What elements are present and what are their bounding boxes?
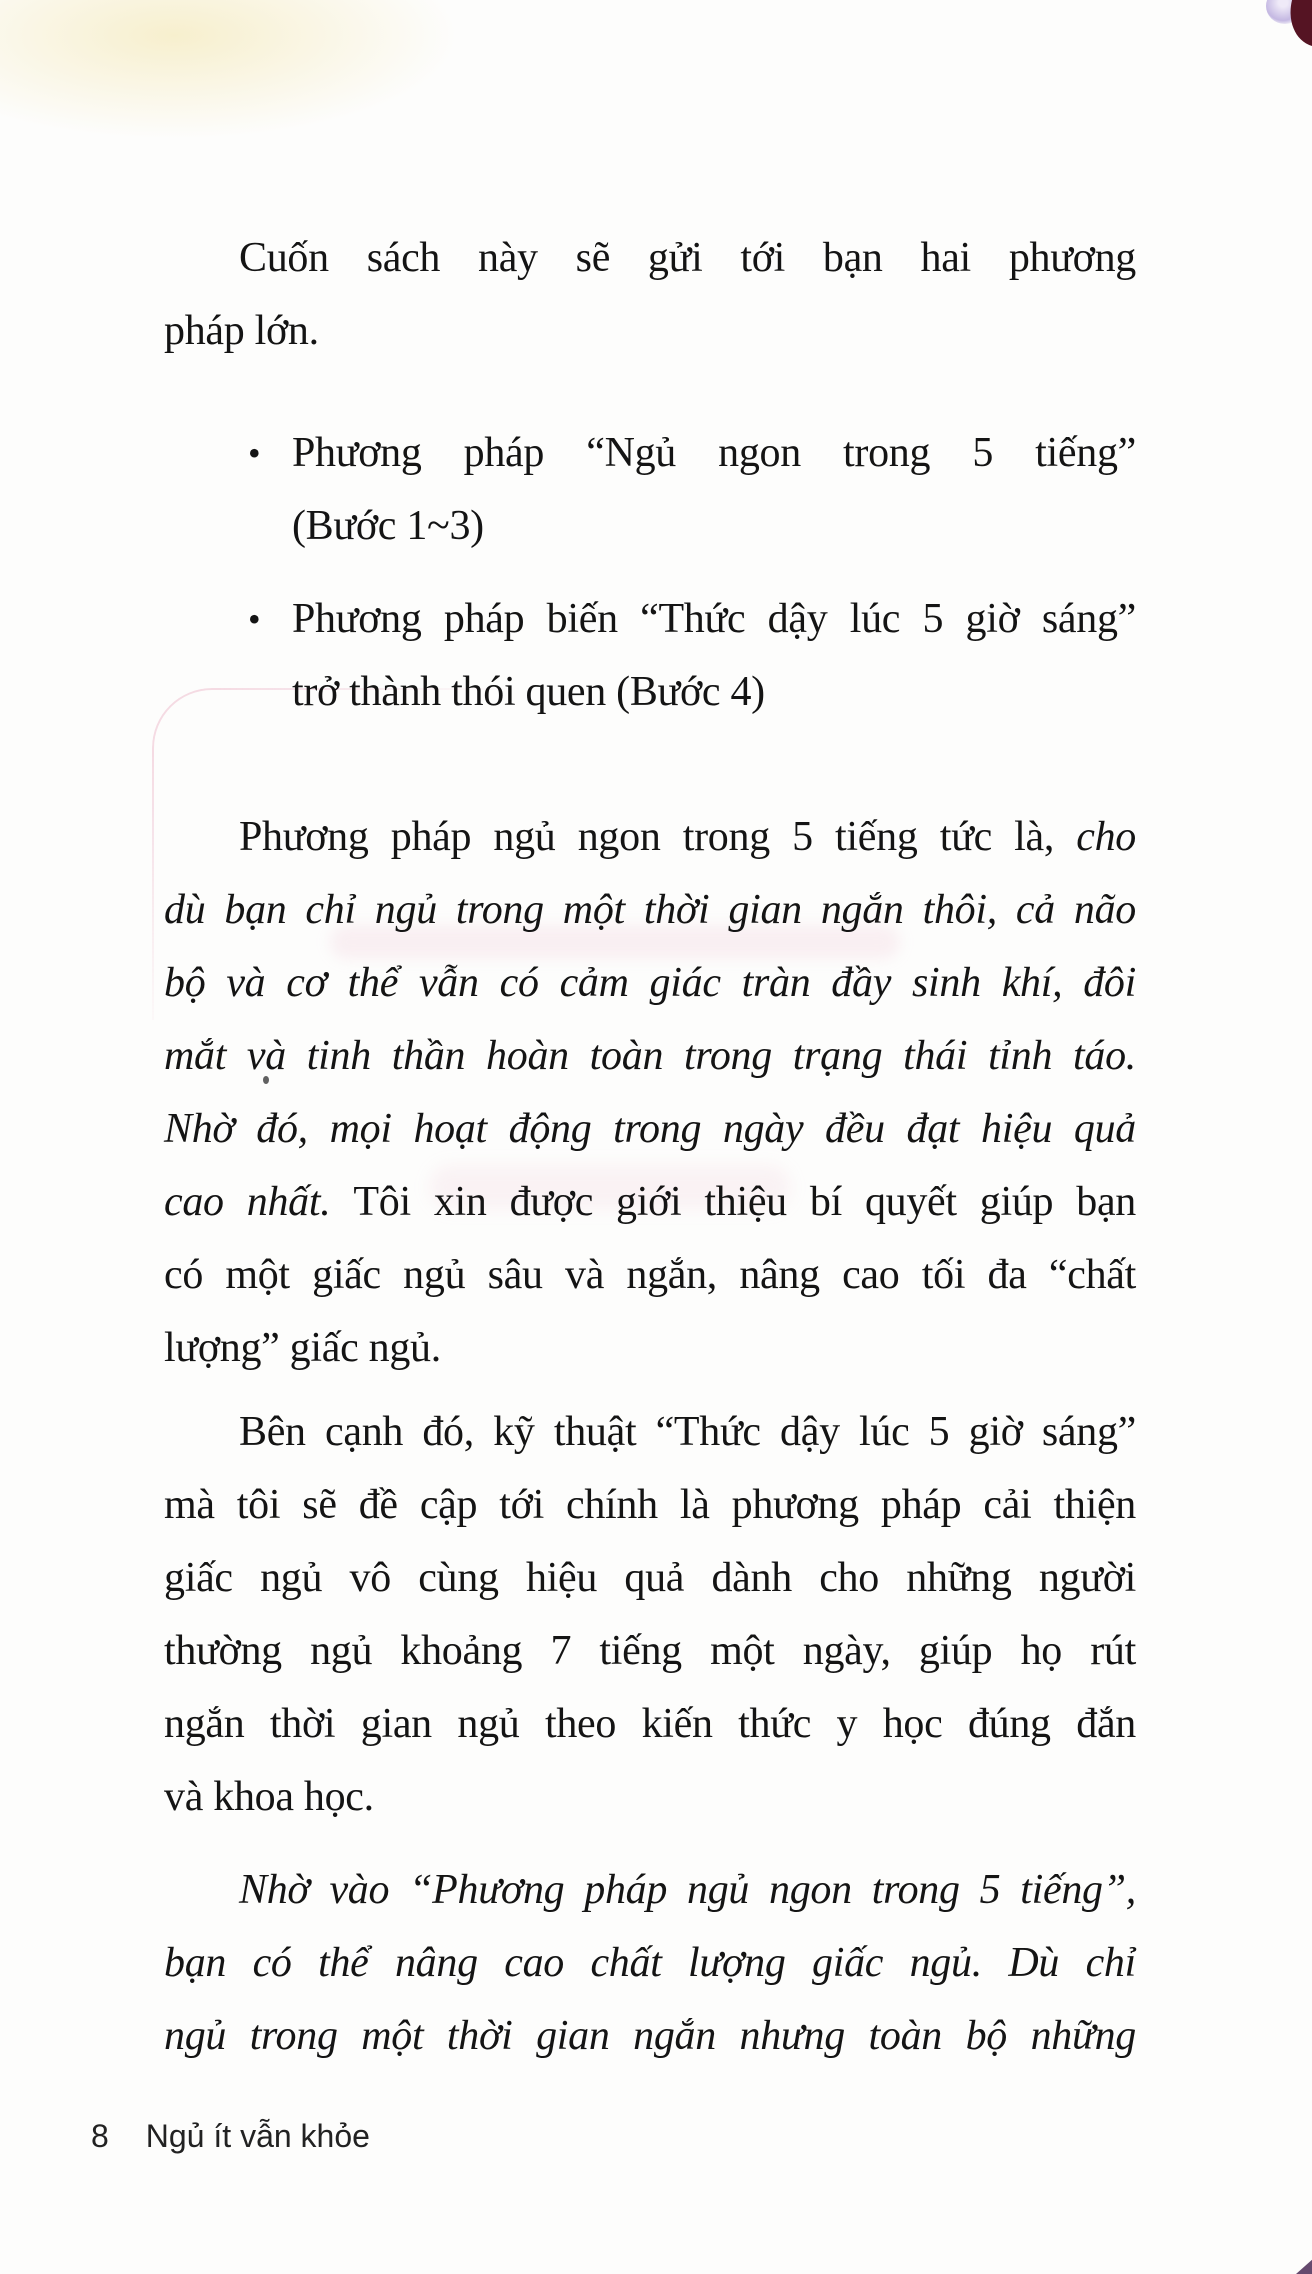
- text-line: [292, 583, 1136, 656]
- text-segment: Phương pháp ngủ ngon trong 5 tiếng tức là,: [239, 814, 1077, 860]
- italic-text-segment: cho: [1076, 814, 1136, 860]
- text-segment: Phương pháp biến “Thức dậy lúc 5 giờ sáng”: [292, 596, 1136, 642]
- text-segment: thường ngủ khoảng 7 tiếng một ngày, giúp họ rút: [164, 1628, 1136, 1674]
- text-line: [164, 2000, 1136, 2073]
- text-line: [164, 1166, 1136, 1239]
- text-line: [164, 222, 1136, 295]
- page-number: 8: [91, 2118, 109, 2154]
- text-line: [292, 490, 1136, 563]
- italic-text-segment: mắt và tinh thần hoàn toàn trong trạng thái tỉnh táo.: [164, 1033, 1136, 1079]
- bullet-method-wake-up-habit: [164, 583, 1136, 729]
- text-line: [164, 801, 1136, 874]
- bullet-icon: •: [248, 433, 261, 473]
- italic-text-segment: cao nhất.: [164, 1179, 354, 1225]
- text-line: [164, 1469, 1136, 1542]
- text-segment: Phương pháp “Ngủ ngon trong 5 tiếng”: [292, 430, 1136, 476]
- text-segment: ngắn thời gian ngủ theo kiến thức y học đúng đắn: [164, 1701, 1136, 1747]
- text-line: [164, 1615, 1136, 1688]
- text-segment: lượng” giấc ngủ.: [164, 1325, 441, 1371]
- italic-text-segment: bạn có thể nâng cao chất lượng giấc ngủ. Dù chỉ: [164, 1940, 1136, 1986]
- italic-text-segment: bộ và cơ thể vẫn có cảm giác tràn đầy sinh khí, đôi: [164, 960, 1136, 1006]
- italic-text-segment: Nhờ vào “Phương pháp ngủ ngon trong 5 tiếng”,: [239, 1867, 1136, 1913]
- text-segment: Cuốn sách này sẽ gửi tới bạn hai phương: [239, 235, 1136, 281]
- bullet-icon: •: [248, 599, 261, 639]
- text-line: [164, 1854, 1136, 1927]
- text-line: [164, 1396, 1136, 1469]
- bullet-method-sleep-well: [164, 417, 1136, 563]
- paragraph-benefit: [164, 1854, 1136, 2073]
- text-segment: mà tôi sẽ đề cập tới chính là phương pháp cải thiện: [164, 1482, 1136, 1528]
- text-segment: pháp lớn.: [164, 308, 319, 354]
- text-line: [164, 1093, 1136, 1166]
- text-segment: (Bước 1~3): [292, 503, 484, 549]
- text-line: [164, 947, 1136, 1020]
- paper-stain: [0, 0, 460, 140]
- italic-text-segment: dù bạn chỉ ngủ trong một thời gian ngắn thôi, cả não: [164, 887, 1136, 933]
- text-line: [164, 1312, 1136, 1385]
- text-line: [164, 295, 1136, 368]
- text-line: [164, 874, 1136, 947]
- text-segment: Tôi xin được giới thiệu bí quyết giúp bạn: [353, 1179, 1136, 1225]
- italic-text-segment: Nhờ đó, mọi hoạt động trong ngày đều đạt hiệu quả: [164, 1106, 1136, 1152]
- intro-paragraph: [164, 222, 1136, 368]
- text-segment: và khoa học.: [164, 1774, 374, 1820]
- text-line: [164, 1688, 1136, 1761]
- text-line: [164, 1020, 1136, 1093]
- page-footer: [91, 2118, 370, 2155]
- text-segment: trở thành thói quen (Bước 4): [292, 669, 765, 715]
- italic-text-segment: ngủ trong một thời gian ngắn nhưng toàn bộ những: [164, 2013, 1136, 2059]
- paragraph-method-explained: [164, 801, 1136, 1385]
- text-line: [292, 417, 1136, 490]
- text-line: [164, 1927, 1136, 2000]
- text-line: [164, 1761, 1136, 1834]
- text-segment: giấc ngủ vô cùng hiệu quả dành cho những người: [164, 1555, 1136, 1601]
- text-segment: Bên cạnh đó, kỹ thuật “Thức dậy lúc 5 giờ sáng”: [239, 1409, 1136, 1455]
- text-line: [164, 1542, 1136, 1615]
- text-line: [164, 1239, 1136, 1312]
- text-line: [292, 656, 1136, 729]
- paragraph-wake-up-technique: [164, 1396, 1136, 1834]
- running-title: Ngủ ít vẫn khỏe: [145, 2118, 370, 2154]
- text-segment: có một giấc ngủ sâu và ngắn, nâng cao tối đa “chất: [164, 1252, 1136, 1298]
